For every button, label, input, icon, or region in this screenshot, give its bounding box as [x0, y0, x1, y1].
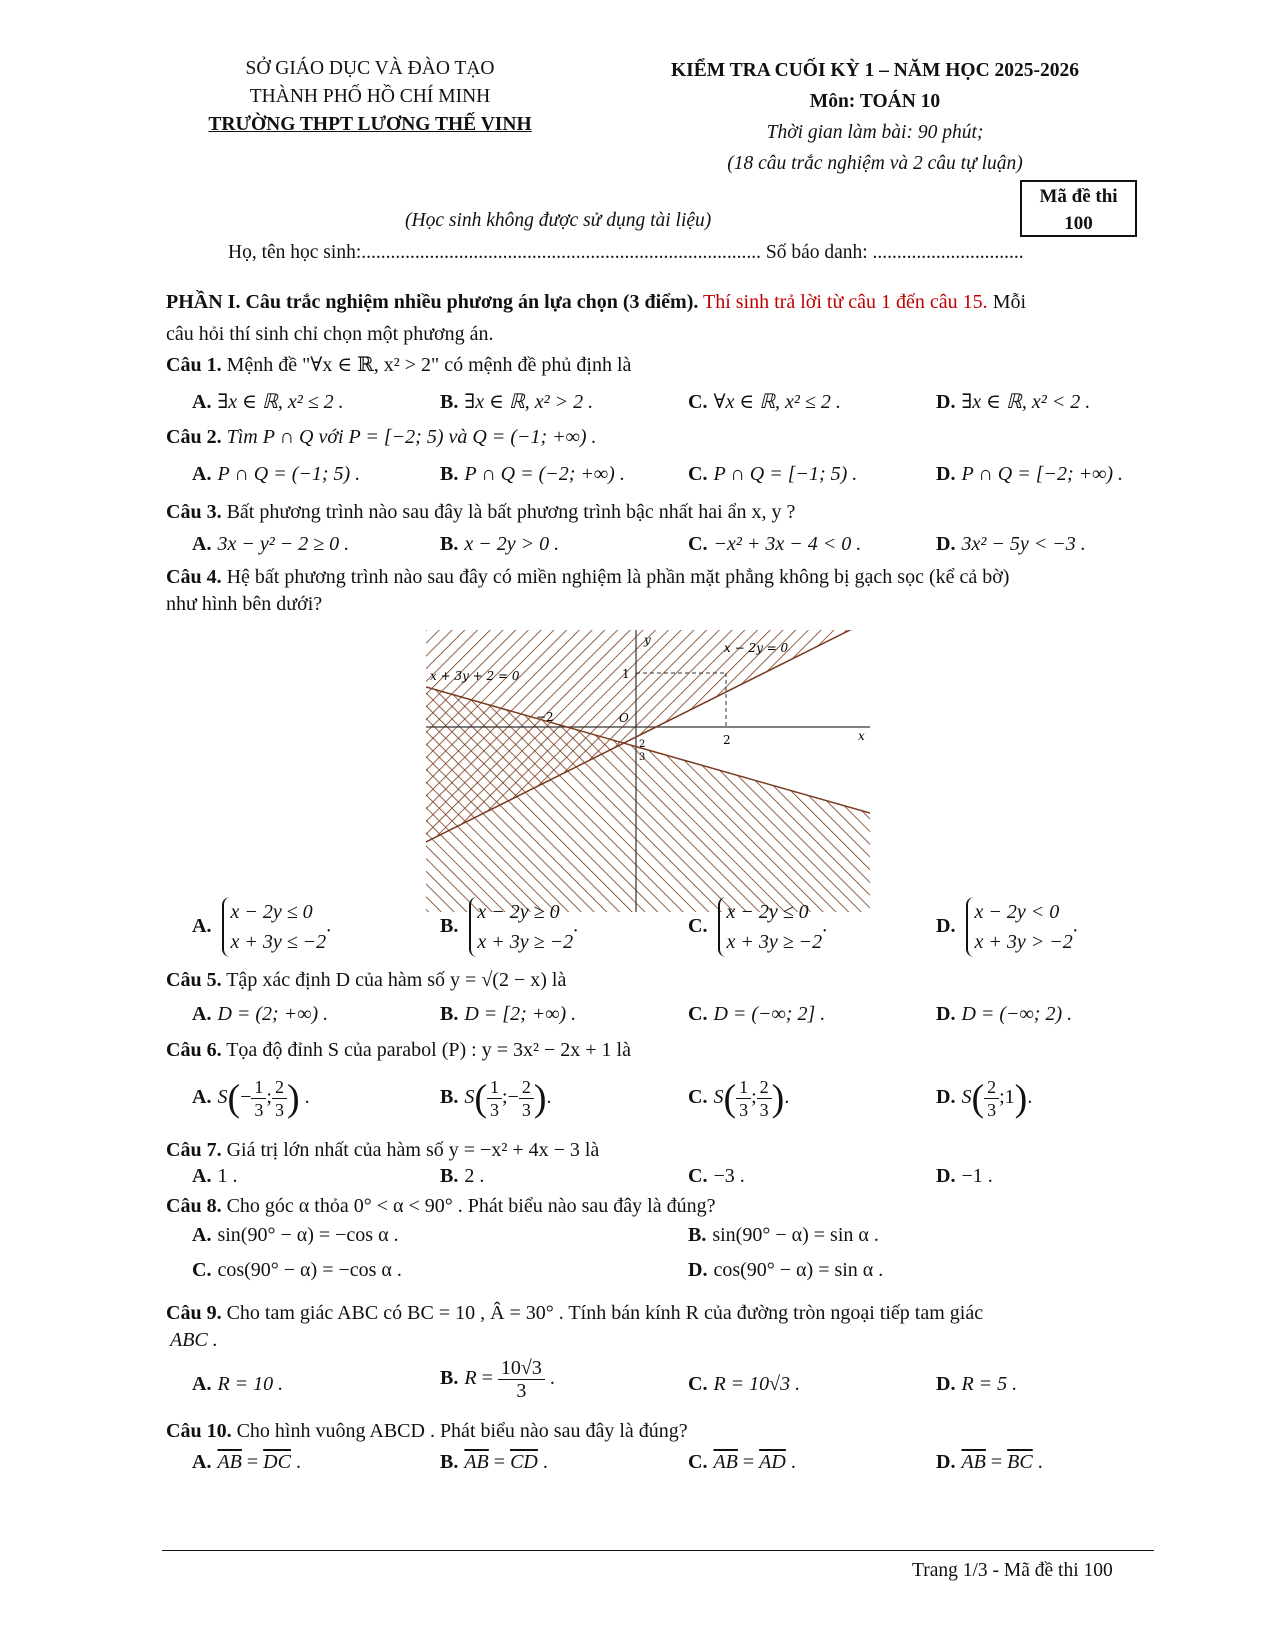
exam-title: KIỂM TRA CUỐI KỲ 1 – NĂM HỌC 2025-2026: [670, 60, 1080, 81]
q2-option-a[interactable]: A. P ∩ Q = (−1; 5) .: [192, 463, 361, 485]
q1-option-b[interactable]: B. ∃x ∈ ℝ, x² > 2 .: [440, 391, 594, 413]
q3-option-a[interactable]: A. 3x − y² − 2 ≥ 0 .: [192, 533, 350, 555]
question-5: Câu 5. Tập xác định D của hàm số y = √(2 − x) là: [166, 969, 567, 991]
q5-option-a[interactable]: A. D = (2; +∞) .: [192, 1003, 329, 1025]
tick-frac-den: 3: [639, 752, 646, 763]
tick-1: 1: [622, 667, 630, 681]
header-left: [170, 55, 570, 139]
question-4-line2: như hình bên dưới?: [166, 593, 323, 615]
q3-option-c[interactable]: C. −x² + 3x − 4 < 0 .: [688, 533, 862, 555]
q5-option-b[interactable]: B. D = [2; +∞) .: [440, 1003, 577, 1025]
q2-option-b[interactable]: B. P ∩ Q = (−2; +∞) .: [440, 463, 625, 485]
header-right: [620, 55, 1130, 179]
line2-label: x + 3y + 2 = 0: [430, 669, 520, 683]
question-label: Câu 1.: [166, 354, 222, 376]
q9-option-a[interactable]: A. R = 10 .: [192, 1373, 284, 1395]
q9-option-b[interactable]: B. R = $\frac{10√3}{3}$ .: [440, 1357, 555, 1402]
exam-code-value: 100: [1064, 213, 1093, 234]
q6-option-c[interactable]: C. S( $\frac{1}{3}$ ; $\frac{2}{3}$ ).: [688, 1077, 790, 1120]
question-6: Câu 6. Tọa độ đỉnh S của parabol (P) : y = 3x² − 2x + 1 là: [166, 1039, 631, 1061]
question-8: Câu 8. Cho góc α thỏa 0° < α < 90° . Phát biểu nào sau đây là đúng?: [166, 1195, 716, 1217]
origin-label: O: [619, 711, 629, 725]
tick-2: 2: [723, 733, 731, 747]
x-axis-label: x: [858, 729, 865, 743]
q10-option-a[interactable]: A. $\overline{AB} = \overline{DC}$ .: [192, 1451, 301, 1473]
q9-option-c[interactable]: C. R = 10√3 .: [688, 1373, 801, 1395]
exam-time: Thời gian làm bài: 90 phút;: [766, 122, 984, 143]
q5-option-c[interactable]: C. D = (−∞; 2] .: [688, 1003, 826, 1025]
question-9: Câu 9. Cho tam giác ABC có BC = 10 , Â = 30° . Tính bán kính R của đường tròn ngoại tiếp tam giác: [166, 1302, 984, 1324]
question-10: Câu 10. Cho hình vuông ABCD . Phát biểu nào sau đây là đúng?: [166, 1420, 688, 1442]
question-4: Câu 4. Hệ bất phương trình nào sau đây có miền nghiệm là phần mặt phẳng không bị gạch sọc (kể cả bờ): [166, 566, 1010, 588]
part1-title: PHẦN I. Câu trắc nghiệm nhiều phương án lựa chọn (3 điểm).: [166, 291, 699, 313]
subject: Môn: TOÁN 10: [809, 91, 941, 112]
q6-option-a[interactable]: A. S(− $\frac{1}{3}$ ; $\frac{2}{3}$ ) .: [192, 1077, 310, 1120]
q7-option-d[interactable]: D. −1 .: [936, 1165, 993, 1187]
question-1: [166, 351, 631, 379]
student-info-line: Họ, tên học sinh:.................................................................................. Số báo danh: ...............................: [228, 242, 1024, 263]
part1-heading: [166, 288, 1156, 316]
q8-option-c[interactable]: C. cos(90° − α) = −cos α .: [192, 1259, 402, 1281]
q10-option-b[interactable]: B. $\overline{AB} = \overline{CD}$ .: [440, 1451, 548, 1473]
inequality-graph: [426, 630, 870, 912]
q6-option-d[interactable]: D. S( $\frac{2}{3}$ ;1).: [936, 1077, 1033, 1120]
q8-option-a[interactable]: A. sin(90° − α) = −cos α .: [192, 1224, 399, 1246]
school-name: TRƯỜNG THPT LƯƠNG THẾ VINH: [208, 114, 532, 135]
question-2: Câu 2. Tìm P ∩ Q với P = [−2; 5) và Q = (−1; +∞) .: [166, 426, 597, 448]
q1-option-d[interactable]: D. ∃x ∈ ℝ, x² < 2 .: [936, 391, 1091, 413]
q1-option-c[interactable]: C. ∀x ∈ ℝ, x² ≤ 2 .: [688, 391, 841, 413]
q4-option-c[interactable]: C. x − 2y ≤ 0 x + 3y ≥ −2.: [688, 897, 827, 957]
no-documents-note: (Học sinh không được sử dụng tài liệu): [405, 210, 712, 231]
part1-instruction-tail: Mỗi: [992, 291, 1027, 313]
q4-option-d[interactable]: D. x − 2y < 0 x + 3y > −2.: [936, 897, 1078, 957]
page-footer: Trang 1/3 - Mã đề thi 100: [912, 1560, 1113, 1581]
q8-option-b[interactable]: B. sin(90° − α) = sin α .: [688, 1224, 879, 1246]
exam-code-label: Mã đề thi: [1039, 186, 1118, 207]
tick-frac-num: 2: [639, 739, 646, 750]
line1-label: x − 2y = 0: [724, 641, 789, 655]
q4-option-a[interactable]: A. x − 2y ≤ 0 x + 3y ≤ −2.: [192, 897, 331, 957]
q8-option-d[interactable]: D. cos(90° − α) = sin α .: [688, 1259, 884, 1281]
q7-option-a[interactable]: A. 1 .: [192, 1165, 238, 1187]
question-3: Câu 3. Bất phương trình nào sau đây là bất phương trình bậc nhất hai ẩn x, y ?: [166, 501, 796, 523]
q5-option-d[interactable]: D. D = (−∞; 2) .: [936, 1003, 1073, 1025]
q2-option-c[interactable]: C. P ∩ Q = [−1; 5) .: [688, 463, 858, 485]
q10-option-d[interactable]: D. $\overline{AB} = \overline{BC}$ .: [936, 1451, 1043, 1473]
exam-structure: (18 câu trắc nghiệm và 2 câu tự luận): [727, 153, 1023, 174]
q7-option-b[interactable]: B. 2 .: [440, 1165, 485, 1187]
footer-divider: [162, 1550, 1154, 1551]
q4-option-b[interactable]: B. x − 2y ≥ 0 x + 3y ≥ −2.: [440, 897, 578, 957]
part1-instruction: Thí sinh trả lời từ câu 1 đến câu 15.: [703, 291, 988, 313]
tick-neg2: −2: [536, 710, 554, 724]
question-text: Mệnh đề "∀x ∈ ℝ, x² > 2" có mệnh đề phủ định là: [226, 354, 632, 376]
question-9-line2: ABC .: [170, 1329, 218, 1351]
y-axis-label: y: [644, 633, 651, 647]
question-7: Câu 7. Giá trị lớn nhất của hàm số y = −x² + 4x − 3 là: [166, 1139, 600, 1161]
part1-line2: câu hỏi thí sinh chỉ chọn một phương án.: [166, 323, 494, 345]
q3-option-b[interactable]: B. x − 2y > 0 .: [440, 533, 560, 555]
q10-option-c[interactable]: C. $\overline{AB} = \overline{AD}$ .: [688, 1451, 796, 1473]
q1-option-a[interactable]: A. ∃x ∈ ℝ, x² ≤ 2 .: [192, 391, 344, 413]
q3-option-d[interactable]: D. 3x² − 5y < −3 .: [936, 533, 1086, 555]
q2-option-d[interactable]: D. P ∩ Q = [−2; +∞) .: [936, 463, 1124, 485]
q6-option-b[interactable]: B. S( $\frac{1}{3}$ ;− $\frac{2}{3}$ ).: [440, 1077, 552, 1120]
q7-option-c[interactable]: C. −3 .: [688, 1165, 745, 1187]
department-line-2: THÀNH PHỐ HỒ CHÍ MINH: [249, 86, 491, 107]
exam-code-box: [1020, 180, 1137, 237]
department-line-1: SỞ GIÁO DỤC VÀ ĐÀO TẠO: [245, 58, 495, 79]
q9-option-d[interactable]: D. R = 5 .: [936, 1373, 1018, 1395]
